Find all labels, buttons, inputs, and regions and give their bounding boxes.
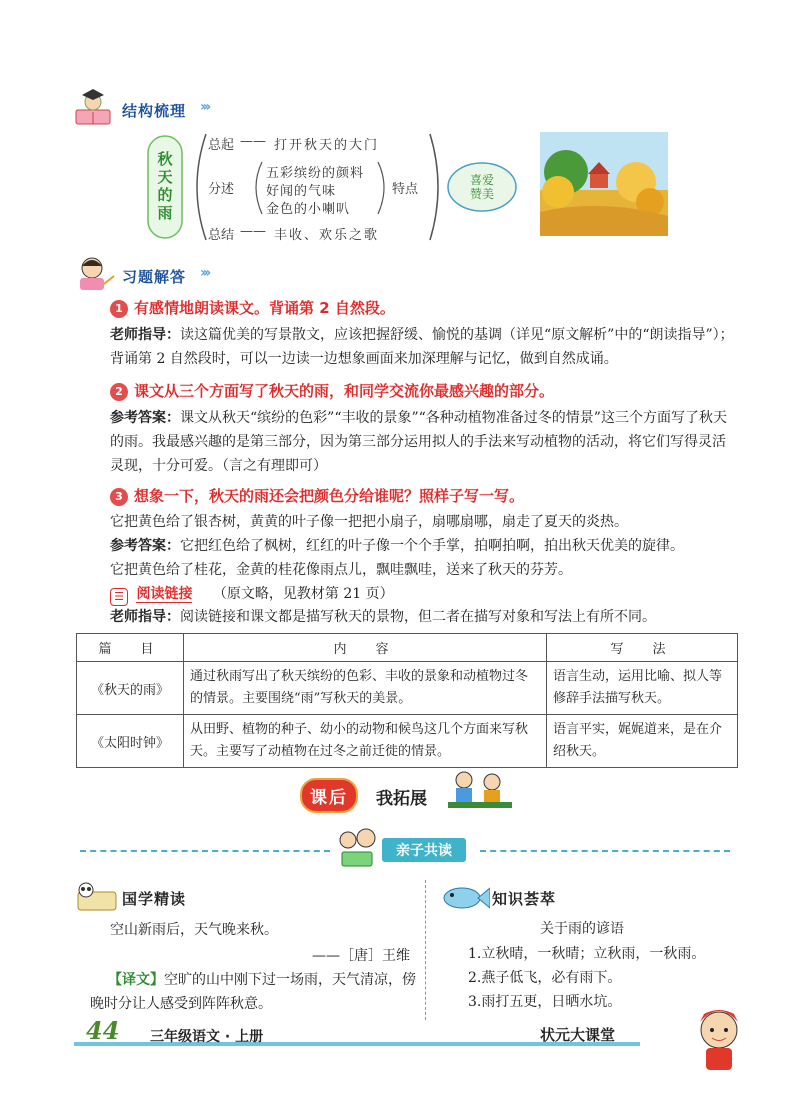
oval-emotion: 喜爱 赞美: [469, 173, 494, 201]
autumn-scene-illustration: [540, 132, 668, 236]
reading-link-badge: 阅读链接: [136, 586, 193, 602]
row3-dash: ——: [240, 224, 266, 239]
row1-label: 总起: [208, 138, 235, 153]
guoxue-header: [74, 880, 274, 916]
section-exercise-header: [72, 254, 272, 294]
guoxue-author: ——［唐］王维: [312, 948, 410, 964]
column-divider: [425, 880, 426, 1020]
row2-label: 分述: [208, 182, 235, 197]
answer-4: 老师指导：阅读链接和课文都是描写秋天的景物，但二者在描写对象和写法上有所不同。: [110, 609, 656, 625]
after-class-badge: 课后: [300, 778, 358, 813]
answer-3-example: 它把黄色给了银杏树，黄黄的叶子像一把把小扇子，扇哪扇哪，扇走了夏天的炎热。: [110, 514, 628, 530]
diagram-vertical-title: 秋 天 的 雨: [157, 150, 173, 222]
zhishi-header: [440, 880, 640, 916]
zhishi-item-2: 2.燕子低飞，必有雨下。: [468, 970, 622, 986]
mascot-icon: [686, 1000, 752, 1076]
row2-item-1: 五彩缤纷的颜料: [266, 166, 365, 181]
footer-brand: 状元大课堂: [540, 1026, 616, 1044]
scroll-panda-icon: [74, 880, 120, 914]
dashed-divider-right: [480, 850, 730, 852]
question-number-badge: 3: [110, 488, 128, 506]
question-3: 3 想象一下，秋天的雨还会把颜色分给谁呢？照样子写一写。: [110, 485, 524, 506]
row1-dash: ——: [240, 134, 266, 149]
table-row: [77, 715, 738, 768]
question-2: 2 课文从三个方面写了秋天的雨，和同学交流你最感兴趣的部分。: [110, 380, 554, 401]
answer-3-line-1: 参考答案：它把红色给了枫树，红红的叶子像一个个手掌，拍啊拍啊，拍出秋天优美的旋律。: [110, 538, 684, 554]
family-reading-icon: [334, 826, 380, 870]
section-structure-header: [72, 88, 272, 128]
fish-icon: [440, 882, 490, 912]
girl-writing-icon: [72, 254, 118, 294]
table-header: 篇 目: [77, 634, 184, 662]
answer-3-line-2: 它把黄色给了桂花，金黄的桂花像雨点儿，飘哇飘哇，送来了秋天的芬芳。: [110, 562, 572, 578]
zhishi-title: 知识荟萃: [492, 890, 557, 908]
answer-label: 参考答案：: [110, 538, 180, 554]
row1-text: 打开秋天的大门: [274, 138, 380, 153]
comparison-table: [76, 633, 738, 768]
answer-1: 老师指导：读这篇优美的写景散文，应该把握舒缓、愉悦的基调（详见“原文解析”中的“朗读指导”）；背诵第 2 自然段时，可以一边读一边想象画面来加深理解与记忆，做到自然成诵。: [110, 327, 734, 367]
page-number: 44: [86, 1016, 120, 1045]
table-cell-content: 从田野、植物的种子、幼小的动物和候鸟这几个方面来写秋天。主要写了动植物在过冬之前迁徙的情景。: [184, 715, 547, 768]
question-number-badge: 1: [110, 300, 128, 318]
table-cell-content: 通过秋雨写出了秋天缤纷的色彩、丰收的景象和动植物过冬的情景。主要围绕“雨”写秋天的美景。: [184, 662, 547, 715]
table-cell-method: 语言生动，运用比喻、拟人等修辞手法描写秋天。: [547, 662, 738, 715]
students-studying-icon: [448, 768, 512, 818]
section-title-exercise: 习题解答: [122, 268, 187, 286]
question-number-badge: 2: [110, 383, 128, 401]
zhishi-item-1: 1.立秋晴，一秋晴；立秋雨，一秋雨。: [468, 946, 706, 962]
table-cell-title: 《太阳时钟》: [77, 715, 184, 768]
answer-2: 参考答案：课文从秋天“缤纷的色彩”“丰收的景象”“各种动植物准备过冬的情景”这三个方面写了秋天的雨。我最感兴趣的是第三部分，因为第三部分运用拟人的手法来写动植物的活动，将它们写得灵活灵现，十分可爱。（言之有理即可）: [110, 410, 727, 474]
row2-feature: 特点: [392, 182, 419, 197]
chevron-right-icon: ›››: [200, 265, 209, 281]
guoxue-translation: 【译文】空旷的山中刚下过一场雨，天气清凉，傍晚时分让人感受到阵阵秋意。: [90, 972, 416, 1012]
row2-item-3: 金色的小喇叭: [266, 202, 351, 217]
table-cell-title: 《秋天的雨》: [77, 662, 184, 715]
section-title-structure: 结构梳理: [122, 102, 187, 120]
table-header-row: [77, 634, 738, 662]
zhishi-item-3: 3.雨打五更，日晒水坑。: [468, 994, 622, 1010]
row3-text: 丰收、欢乐之歌: [274, 228, 380, 243]
guoxue-poem: 空山新雨后，天气晚来秋。: [110, 922, 278, 938]
family-reading-label: 亲子共读: [382, 838, 466, 862]
reading-link: [110, 582, 394, 606]
footer-book-title: 三年级语文 · 上册: [150, 1029, 264, 1045]
table-cell-method: 语言平实，娓娓道来，是在介绍秋天。: [547, 715, 738, 768]
chevron-right-icon: ›››: [200, 99, 209, 115]
table-header: 写 法: [547, 634, 738, 662]
answer-label: 老师指导：: [110, 327, 180, 343]
question-1: 1 有感情地朗读课文。背诵第 2 自然段。: [110, 297, 395, 318]
table-header: 内 容: [184, 634, 547, 662]
answer-label: 老师指导：: [110, 609, 180, 625]
row3-label: 总结: [208, 228, 235, 243]
student-reading-icon: [72, 88, 118, 128]
after-class-banner: [300, 770, 520, 820]
dashed-divider-left: [80, 850, 330, 852]
translation-label: 【译文】: [108, 972, 164, 988]
guoxue-title: 国学精读: [122, 890, 187, 908]
reading-link-icon: ☰: [110, 588, 128, 606]
answer-label: 参考答案：: [110, 410, 180, 426]
row2-item-2: 好闻的气味: [266, 184, 337, 199]
zhishi-subtitle: 关于雨的谚语: [540, 921, 624, 937]
reading-link-note: （原文略，见教材第 21 页）: [212, 586, 394, 602]
table-row: [77, 662, 738, 715]
after-class-title: 我拓展: [376, 789, 427, 809]
